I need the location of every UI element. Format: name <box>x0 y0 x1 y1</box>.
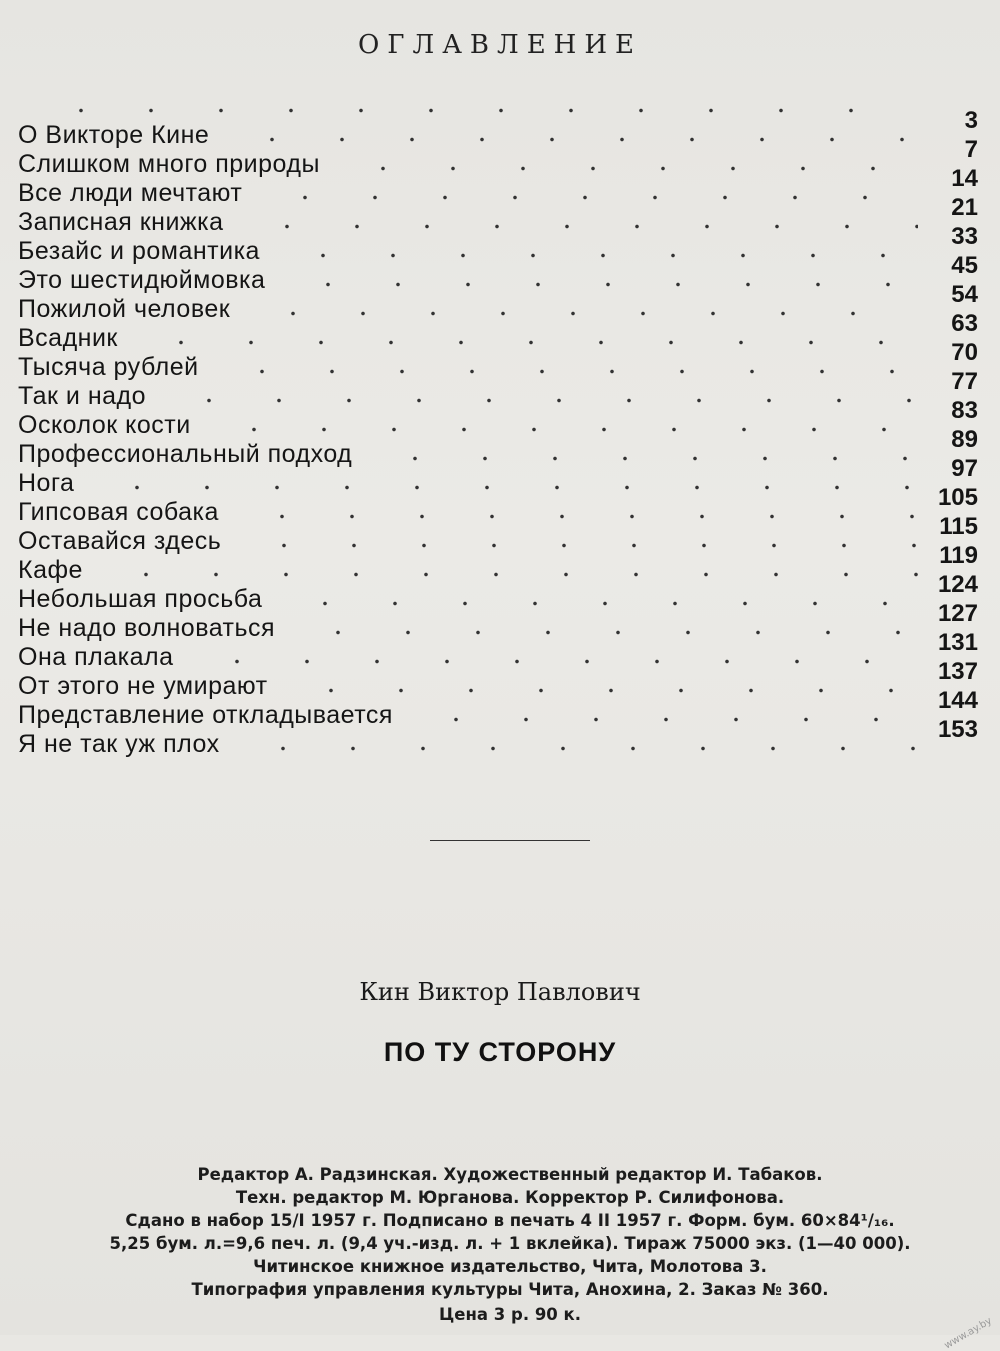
toc-entry-page: 54 <box>951 281 978 308</box>
toc-entry <box>18 527 978 569</box>
toc-entry <box>18 440 978 482</box>
toc-entry-title: Гипсовая собака <box>18 498 219 526</box>
dot-leader <box>285 614 918 643</box>
toc-entry-title: Представление откладывается <box>18 701 393 729</box>
toc-entry-page: 89 <box>951 426 978 453</box>
dot-leader <box>156 382 918 411</box>
dot-leader <box>330 150 918 179</box>
toc-entry-title: Нога <box>18 469 75 497</box>
book-title: ПО ТУ СТОРОНУ <box>383 1037 617 1067</box>
toc-entry-title: Безайс и романтика <box>18 237 260 265</box>
toc-entry <box>18 730 978 759</box>
toc-entry <box>18 208 978 250</box>
toc-entry-page: 33 <box>951 223 978 250</box>
toc-entry-page: 83 <box>951 397 978 424</box>
dot-leader <box>229 498 918 527</box>
toc-entry-title: Все люди мечтают <box>18 179 243 207</box>
imprint-line-tech-editor: Техн. редактор М. Юрганова. Корректор Р. Силифонова. <box>235 1188 785 1207</box>
toc-entry-page: 63 <box>951 310 978 337</box>
divider-rule <box>430 840 590 841</box>
dot-leader <box>234 208 918 237</box>
dot-leader <box>252 179 918 208</box>
toc-entry <box>18 353 978 395</box>
toc-entry-page: 21 <box>951 194 978 221</box>
toc-entry-title: Я не так уж плох <box>18 730 220 758</box>
imprint-line-editors: Редактор А. Радзинская. Художественный редактор И. Табаков. <box>197 1165 823 1184</box>
dot-leader <box>362 440 918 469</box>
imprint-block <box>40 1163 980 1326</box>
toc-entry-page: 127 <box>937 600 978 627</box>
table-of-contents <box>18 92 978 759</box>
toc-entry <box>18 672 978 714</box>
dot-leader <box>84 469 918 498</box>
author-name: Кин Виктор Павлович <box>359 978 641 1006</box>
toc-entry-title: Оставайся здесь <box>18 527 222 555</box>
toc-entry-title: Она плакала <box>18 643 174 671</box>
toc-entry-page: 144 <box>937 687 978 714</box>
toc-entry-page: 124 <box>937 571 978 598</box>
toc-entry-page: 70 <box>951 339 978 366</box>
toc-entry-title: Кафе <box>18 556 83 584</box>
dot-leader <box>93 556 918 585</box>
toc-entry-title: Слишком много природы <box>18 150 320 178</box>
toc-entry-page: 3 <box>964 107 978 134</box>
dot-leader <box>184 643 918 672</box>
toc-entry-title: Небольшая просьба <box>18 585 263 613</box>
toc-entry-page: 7 <box>964 136 978 163</box>
toc-entry <box>18 237 978 279</box>
toc-entry-title: Не надо волноваться <box>18 614 276 642</box>
toc-entry <box>18 498 978 540</box>
dot-leader <box>28 92 918 121</box>
toc-entry-page: 97 <box>951 455 978 482</box>
toc-entry-page: 153 <box>937 716 978 743</box>
toc-entry <box>18 585 978 627</box>
dot-leader <box>230 730 918 759</box>
toc-entry-page: 119 <box>939 542 978 569</box>
contents-heading: ОГЛАВЛЕНИЕ <box>357 30 643 60</box>
toc-entry-title: Всадник <box>18 324 118 352</box>
dot-leader <box>209 353 918 382</box>
toc-entry <box>18 179 978 221</box>
toc-entry <box>18 382 978 424</box>
toc-entry-page: 14 <box>951 165 978 192</box>
toc-entry-title: Профессиональный подход <box>18 440 353 468</box>
dot-leader <box>270 237 918 266</box>
dot-leader <box>275 266 918 295</box>
imprint-line-dates: Сдано в набор 15/I 1957 г. Подписано в печать 4 II 1957 г. Форм. бум. 60×84¹/₁₆. <box>125 1211 895 1230</box>
toc-entry-page: 105 <box>937 484 978 511</box>
toc-entry-title: От этого не умирают <box>18 672 268 700</box>
dot-leader <box>219 121 918 150</box>
toc-entry <box>18 556 978 598</box>
toc-entry-title: Осколок кости <box>18 411 191 439</box>
toc-entry <box>18 92 978 134</box>
dot-leader <box>240 295 918 324</box>
toc-entry <box>18 469 978 511</box>
toc-entry-page: 115 <box>939 513 978 540</box>
dot-leader <box>128 324 918 353</box>
dot-leader <box>272 585 918 614</box>
toc-entry <box>18 643 978 685</box>
toc-entry-title: Так и надо <box>18 382 147 410</box>
toc-entry-page: 137 <box>937 658 978 685</box>
imprint-line-printer: Типография управления культуры Чита, Анохина, 2. Заказ № 360. <box>191 1280 829 1299</box>
toc-entry <box>18 411 978 453</box>
toc-entry-page: 77 <box>951 368 978 395</box>
toc-entry-page: 45 <box>951 252 978 279</box>
site-watermark: www.ay.by <box>942 1315 994 1351</box>
dot-leader <box>403 701 918 730</box>
toc-entry <box>18 121 978 163</box>
toc-entry-page: 131 <box>937 629 978 656</box>
dot-leader <box>278 672 918 701</box>
toc-entry-title: Пожилой человек <box>18 295 231 323</box>
dot-leader <box>231 527 918 556</box>
toc-entry <box>18 614 978 656</box>
imprint-line-circulation: 5,25 бум. л.=9,6 печ. л. (9,4 уч.-изд. л. + 1 вклейка). Тираж 75000 экз. (1—40 000). <box>109 1234 911 1253</box>
imprint-price: Цена 3 р. 90 к. <box>439 1305 581 1324</box>
imprint-line-publisher: Читинское книжное издательство, Чита, Молотова 3. <box>253 1257 767 1276</box>
toc-entry-title: О Викторе Кине <box>18 121 210 149</box>
toc-entry <box>18 324 978 366</box>
toc-entry <box>18 150 978 192</box>
toc-entry <box>18 266 978 308</box>
dot-leader <box>201 411 918 440</box>
toc-entry <box>18 295 978 337</box>
toc-entry <box>18 701 978 743</box>
toc-entry-title: Тысяча рублей <box>18 353 199 381</box>
toc-entry-title: Это шестидюймовка <box>18 266 266 294</box>
toc-entry-title: Записная книжка <box>18 208 224 236</box>
